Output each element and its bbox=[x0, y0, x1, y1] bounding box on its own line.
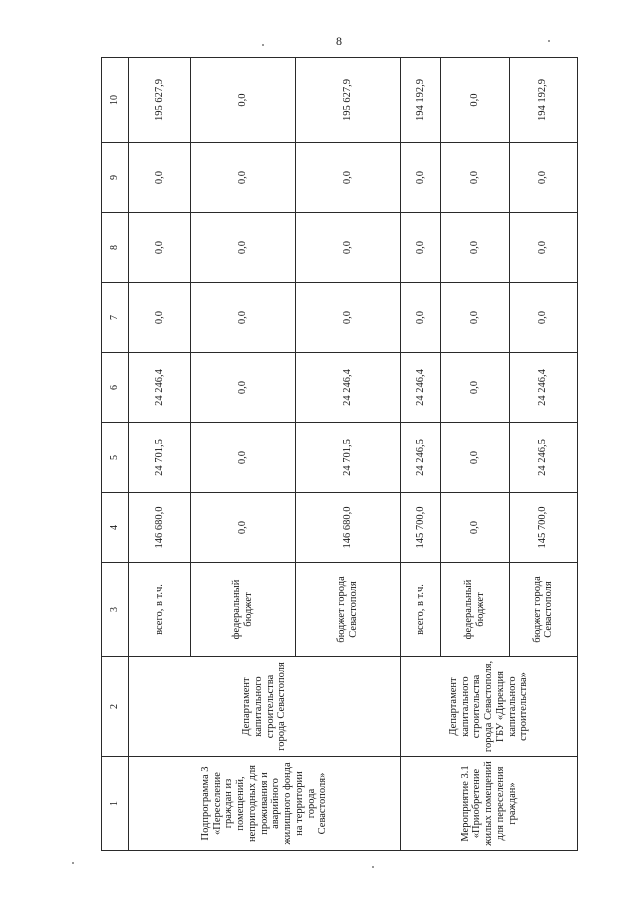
value-cell: 24 701,5 bbox=[295, 423, 400, 493]
value-cell: 0,0 bbox=[295, 283, 400, 353]
value-cell: 24 246,4 bbox=[295, 353, 400, 423]
value-cell: 0,0 bbox=[190, 353, 295, 423]
value-cell: 0,0 bbox=[441, 423, 509, 493]
value-cell: 0,0 bbox=[401, 143, 441, 213]
value-cell: 0,0 bbox=[129, 143, 191, 213]
value-cell: 0,0 bbox=[190, 423, 295, 493]
value-cell: 0,0 bbox=[129, 213, 191, 283]
value-cell: 0,0 bbox=[509, 283, 577, 353]
scan-speck bbox=[262, 44, 264, 46]
value-cell: 24 246,5 bbox=[401, 423, 441, 493]
executor-cell: Департамент капитального строительства города Севастополя, ГБУ «Дирекция капитального строительства» bbox=[401, 657, 578, 757]
column-header-7: 7 bbox=[102, 283, 129, 353]
rotated-table-container bbox=[101, 61, 578, 851]
value-cell: 0,0 bbox=[441, 353, 509, 423]
table-row bbox=[401, 58, 441, 851]
value-cell: 0,0 bbox=[441, 493, 509, 563]
value-cell: 24 246,4 bbox=[401, 353, 441, 423]
value-cell: 24 246,4 bbox=[129, 353, 191, 423]
funding-table bbox=[101, 57, 578, 851]
column-header-3: 3 bbox=[102, 563, 129, 657]
value-cell: 0,0 bbox=[441, 283, 509, 353]
column-header-6: 6 bbox=[102, 353, 129, 423]
value-cell: 0,0 bbox=[190, 143, 295, 213]
source-cell: федеральный бюджет bbox=[441, 563, 509, 657]
value-cell: 146 680,0 bbox=[295, 493, 400, 563]
program-name-cell: Мероприятие 3.1 «Приобретение жилых помещений для переселения граждан» bbox=[401, 757, 578, 851]
value-cell: 145 700,0 bbox=[401, 493, 441, 563]
column-header-10: 10 bbox=[102, 58, 129, 143]
executor-cell: Департамент капитального строительства города Севастополя bbox=[129, 657, 401, 757]
value-cell: 0,0 bbox=[190, 493, 295, 563]
value-cell: 24 246,5 bbox=[509, 423, 577, 493]
source-cell: всего, в т.ч. bbox=[129, 563, 191, 657]
value-cell: 24 246,4 bbox=[509, 353, 577, 423]
column-header-9: 9 bbox=[102, 143, 129, 213]
total-cell: 0,0 bbox=[441, 58, 509, 143]
page-number: 8 bbox=[336, 34, 342, 48]
column-header-4: 4 bbox=[102, 493, 129, 563]
source-cell: всего, в т.ч. bbox=[401, 563, 441, 657]
column-header-5: 5 bbox=[102, 423, 129, 493]
value-cell: 0,0 bbox=[401, 283, 441, 353]
value-cell: 146 680,0 bbox=[129, 493, 191, 563]
value-cell: 0,0 bbox=[190, 283, 295, 353]
value-cell: 0,0 bbox=[441, 213, 509, 283]
total-cell: 0,0 bbox=[190, 58, 295, 143]
value-cell: 0,0 bbox=[401, 213, 441, 283]
value-cell: 0,0 bbox=[190, 213, 295, 283]
header-row bbox=[102, 58, 129, 851]
total-cell: 194 192,9 bbox=[509, 58, 577, 143]
column-header-8: 8 bbox=[102, 213, 129, 283]
value-cell: 24 701,5 bbox=[129, 423, 191, 493]
total-cell: 194 192,9 bbox=[401, 58, 441, 143]
value-cell: 0,0 bbox=[509, 143, 577, 213]
total-cell: 195 627,9 bbox=[129, 58, 191, 143]
value-cell: 0,0 bbox=[295, 143, 400, 213]
source-cell: бюджет города Севастополя bbox=[295, 563, 400, 657]
value-cell: 0,0 bbox=[129, 283, 191, 353]
value-cell: 0,0 bbox=[441, 143, 509, 213]
value-cell: 0,0 bbox=[295, 213, 400, 283]
value-cell: 0,0 bbox=[509, 213, 577, 283]
column-header-1: 1 bbox=[102, 757, 129, 851]
value-cell: 145 700,0 bbox=[509, 493, 577, 563]
column-header-2: 2 bbox=[102, 657, 129, 757]
table-row bbox=[129, 58, 191, 851]
scan-speck bbox=[372, 866, 374, 868]
source-cell: бюджет города Севастополя bbox=[509, 563, 577, 657]
source-cell: федеральный бюджет bbox=[190, 563, 295, 657]
scan-speck bbox=[72, 862, 74, 864]
total-cell: 195 627,9 bbox=[295, 58, 400, 143]
scan-speck bbox=[548, 40, 550, 42]
program-name-cell: Подпрограмма 3 «Переселение граждан из помещений, непригодных для проживания и аварийного жилищного фонда на территории города Севастополя» bbox=[129, 757, 401, 851]
